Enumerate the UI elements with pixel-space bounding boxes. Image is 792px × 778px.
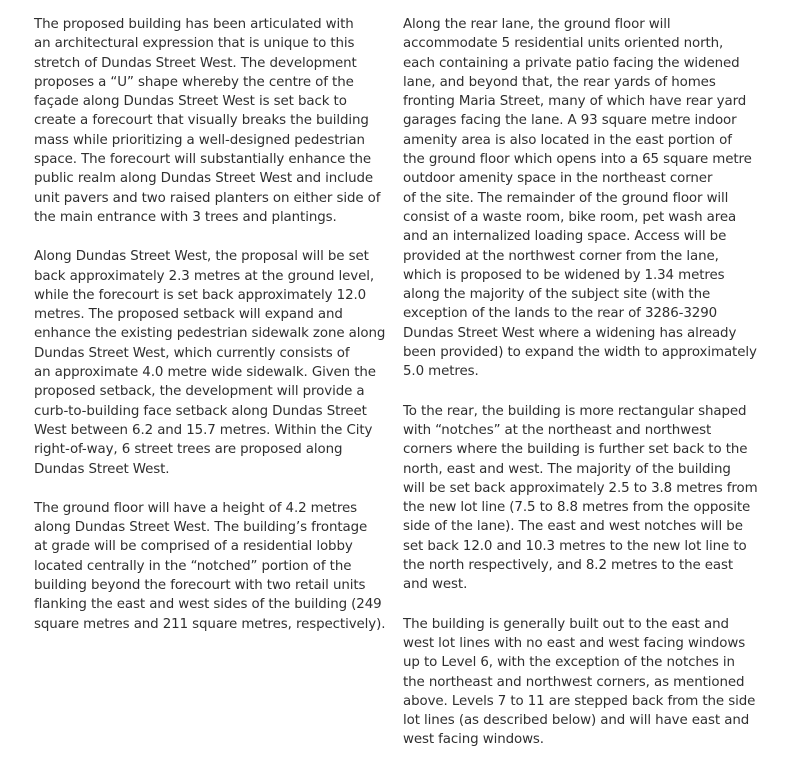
text-line: enhance the existing pedestrian sidewalk zone along	[34, 326, 386, 342]
text-line: mass while prioritizing a well-designed pedestrian	[34, 132, 365, 148]
text-line: Dundas Street West where a widening has already	[403, 325, 737, 341]
text-line: stretch of Dundas Street West. The development	[34, 55, 357, 71]
text-line: north, east and west. The majority of the building	[403, 461, 731, 477]
left-column	[34, 15, 386, 654]
text-line: Dundas Street West.	[34, 461, 170, 477]
paragraph	[403, 615, 759, 750]
text-line: accommodate 5 residential units oriented north,	[403, 36, 724, 52]
text-line: along Dundas Street West. The building’s frontage	[34, 520, 368, 536]
text-line: the northeast and northwest corners, as mentioned	[403, 674, 745, 690]
text-line: back approximately 2.3 metres at the ground level,	[34, 268, 375, 284]
text-line: lane, and beyond that, the rear yards of homes	[403, 74, 716, 90]
text-line: which is proposed to be widened by 1.34 metres	[403, 267, 725, 283]
text-line: square metres and 211 square metres, respectively).	[34, 616, 386, 632]
text-line: flanking the east and west sides of the building (249	[34, 597, 382, 613]
text-line: right-of-way, 6 street trees are proposed along	[34, 442, 343, 458]
text-line: garages facing the lane. A 93 square metre indoor	[403, 113, 737, 129]
text-line: proposes a “U” shape whereby the centre of the	[34, 74, 354, 90]
text-line: unit pavers and two raised planters on either side of	[34, 190, 381, 206]
text-line: The ground floor will have a height of 4.2 metres	[34, 500, 358, 516]
text-line: an approximate 4.0 metre wide sidewalk. Given the	[34, 365, 376, 381]
text-line: West between 6.2 and 15.7 metres. Within the City	[34, 422, 373, 438]
text-line: an architectural expression that is unique to this	[34, 36, 355, 52]
text-line: west lot lines with no east and west facing windows	[403, 635, 746, 651]
text-line: the ground floor which opens into a 65 square metre	[403, 152, 752, 168]
text-line: the main entrance with 3 trees and plantings.	[34, 209, 337, 225]
text-line: The proposed building has been articulated with	[34, 17, 354, 32]
text-line: building beyond the forecourt with two retail units	[34, 578, 366, 594]
text-line: of the site. The remainder of the ground floor will	[403, 190, 729, 206]
paragraph	[34, 499, 386, 634]
text-line: corners where the building is further set back to the	[403, 442, 748, 458]
text-line: fronting Maria Street, many of which have rear yard	[403, 94, 747, 110]
text-line: each containing a private patio facing the widened	[403, 55, 740, 71]
paragraph	[34, 247, 386, 479]
text-line: at grade will be comprised of a residential lobby	[34, 539, 353, 555]
text-line: with “notches” at the northeast and northwest	[403, 422, 712, 438]
text-line: Along the rear lane, the ground floor will	[403, 17, 671, 32]
text-line: and west.	[403, 577, 468, 593]
text-line: the new lot line (7.5 to 8.8 metres from the opposite	[403, 500, 751, 516]
text-line: The building is generally built out to the east and	[403, 616, 729, 632]
paragraph	[403, 15, 759, 382]
text-line: located centrally in the “notched” portion of the	[34, 558, 352, 574]
text-line: proposed setback, the development will provide a	[34, 384, 365, 400]
text-line: along the majority of the subject site (with the	[403, 287, 711, 303]
text-line: side of the lane). The east and west notches will be	[403, 519, 743, 535]
text-line: provided at the northwest corner from the lane,	[403, 248, 719, 264]
right-column	[403, 15, 759, 770]
paragraph	[403, 402, 759, 595]
text-line: west facing windows.	[403, 732, 544, 748]
text-line: outdoor amenity space in the northeast corner	[403, 171, 713, 187]
text-line: Dundas Street West, which currently consists of	[34, 345, 350, 361]
text-line: set back 12.0 and 10.3 metres to the new lot line to	[403, 538, 747, 554]
text-line: consist of a waste room, bike room, pet wash area	[403, 209, 737, 225]
text-line: the north respectively, and 8.2 metres to the east	[403, 558, 734, 574]
text-line: Along Dundas Street West, the proposal will be set	[34, 249, 369, 265]
text-line: metres. The proposed setback will expand and	[34, 307, 343, 323]
text-line: exception of the lands to the rear of 3286-3290	[403, 306, 718, 322]
text-line: façade along Dundas Street West is set back to	[34, 94, 347, 110]
text-line: space. The forecourt will substantially enhance the	[34, 152, 372, 168]
text-line: above. Levels 7 to 11 are stepped back from the side	[403, 693, 756, 709]
text-line: 5.0 metres.	[403, 364, 479, 380]
text-line: curb-to-building face setback along Dundas Street	[34, 403, 367, 419]
text-line: while the forecourt is set back approximately 12.0	[34, 287, 367, 303]
paragraph	[34, 15, 386, 227]
text-line: will be set back approximately 2.5 to 3.8 metres from	[403, 480, 758, 496]
text-line: been provided) to expand the width to approximately	[403, 345, 757, 361]
text-line: public realm along Dundas Street West and include	[34, 171, 373, 187]
text-line: and an internalized loading space. Access will be	[403, 229, 727, 245]
text-line: up to Level 6, with the exception of the notches in	[403, 655, 735, 671]
text-line: lot lines (as described below) and will have east and	[403, 713, 750, 729]
text-line: To the rear, the building is more rectangular shaped	[403, 403, 747, 419]
text-line: amenity area is also located in the east portion of	[403, 132, 732, 148]
text-line: create a forecourt that visually breaks the building	[34, 113, 369, 129]
